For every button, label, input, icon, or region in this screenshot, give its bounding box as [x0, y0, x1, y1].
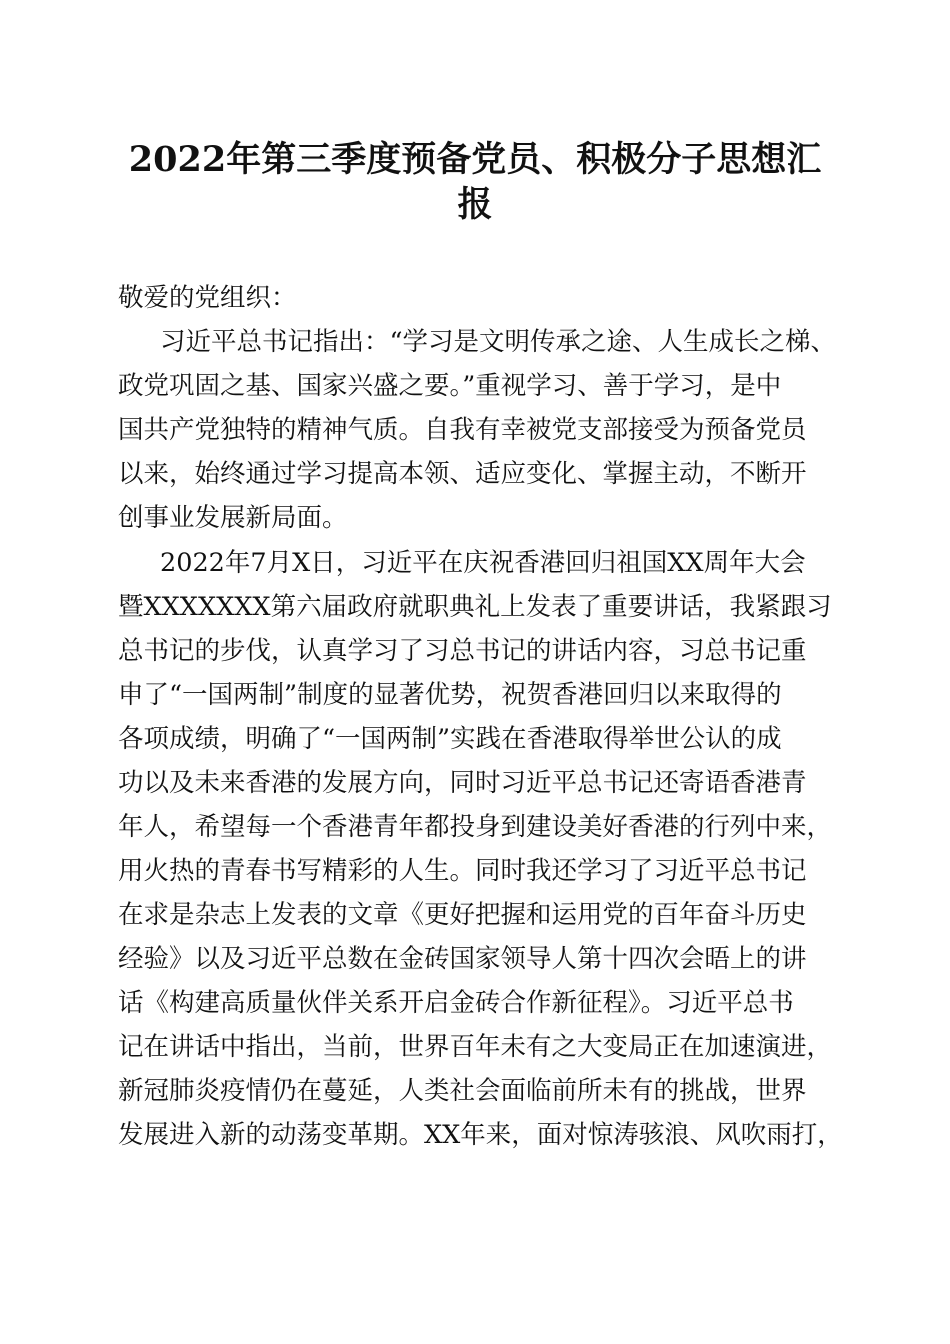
salutation: 敬爱的党组织： [118, 283, 297, 313]
paragraph-line: 功以及未来香港的发展方向，同时习近平总书记还寄语香港青 [118, 768, 807, 798]
paragraph-line: 记在讲话中指出，当前，世界百年未有之大变局正在加速演进， [118, 1032, 833, 1062]
paragraph-line: 以来，始终通过学习提高本领、适应变化、掌握主动，不断开 [118, 459, 807, 489]
paragraph-line: 创事业发展新局面。 [118, 503, 348, 533]
paragraph-line: 总书记的步伐，认真学习了习总书记的讲话内容，习总书记重 [118, 636, 807, 666]
paragraph-line: 用火热的青春书写精彩的人生。同时我还学习了习近平总书记 [118, 856, 807, 886]
paragraph-line: 国共产党独特的精神气质。自我有幸被党支部接受为预备党员 [118, 415, 807, 445]
paragraph-line: 2022年7月X日，习近平在庆祝香港回归祖国XX周年大会 [160, 548, 806, 578]
paragraph-line: 年人，希望每一个香港青年都投身到建设美好香港的行列中来， [118, 812, 833, 842]
document-title-line-1: 2022年第三季度预备党员、积极分子思想汇 [128, 139, 822, 180]
paragraph-line: 发展进入新的动荡变革期。XX年来，面对惊涛骇浪、风吹雨打， [118, 1120, 843, 1150]
paragraph-line: 各项成绩，明确了“一国两制”实践在香港取得举世公认的成 [118, 724, 782, 754]
paragraph-line: 话《构建高质量伙伴关系开启金砖合作新征程》。习近平总书 [118, 988, 794, 1018]
paragraph-line: 经验》以及习近平总数在金砖国家领导人第十四次会晤上的讲 [118, 944, 807, 974]
paragraph-line: 暨XXXXXXX第六届政府就职典礼上发表了重要讲话，我紧跟习 [118, 592, 832, 622]
paragraph-line: 申了“一国两制”制度的显著优势，祝贺香港回归以来取得的 [118, 680, 782, 710]
document-title-line-2: 报 [457, 184, 493, 225]
paragraph-line: 政党巩固之基、国家兴盛之要。”重视学习、善于学习，是中 [118, 371, 782, 401]
paragraph-line: 新冠肺炎疫情仍在蔓延，人类社会面临前所未有的挑战，世界 [118, 1076, 807, 1106]
paragraph-line: 习近平总书记指出：“学习是文明传承之途、人生成长之梯、 [160, 327, 837, 357]
paragraph-line: 在求是杂志上发表的文章《更好把握和运用党的百年奋斗历史 [118, 900, 807, 930]
